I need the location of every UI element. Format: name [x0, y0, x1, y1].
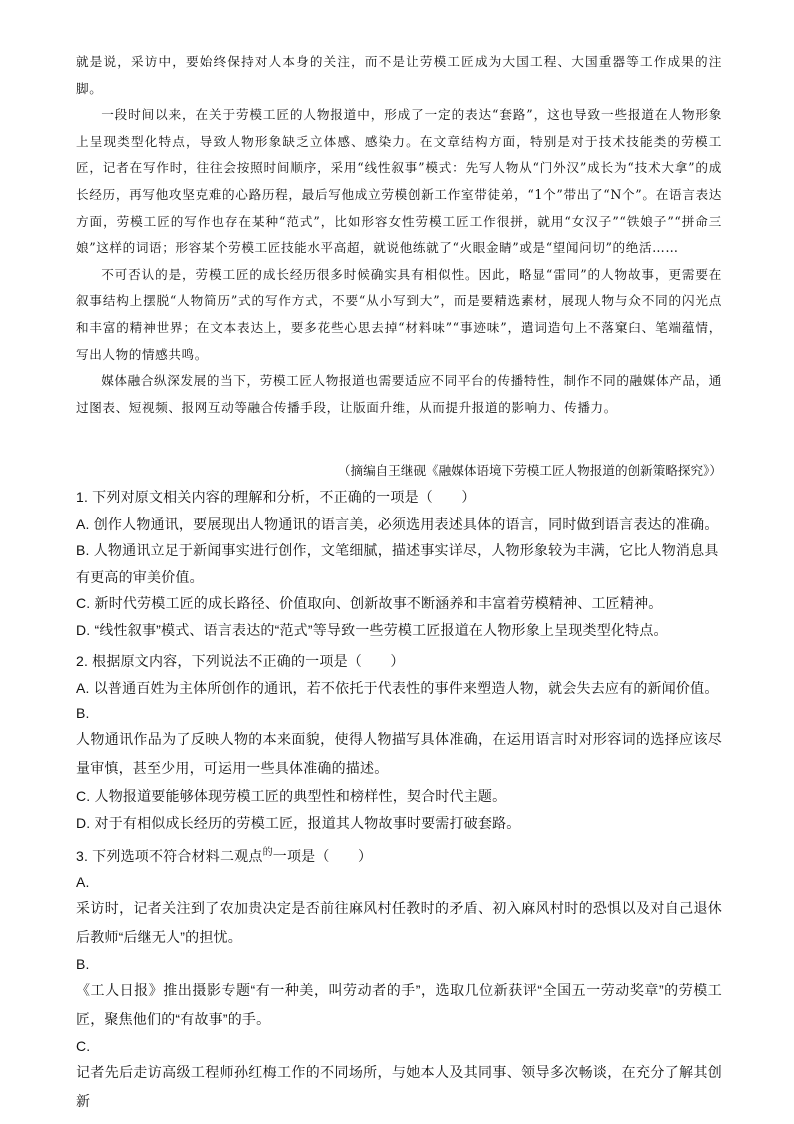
question-stem: 1. 下列对原文相关内容的理解和分析，不正确的一项是（ ）: [76, 489, 476, 505]
option-c-label: C.: [76, 1037, 91, 1054]
stem-text-end: 一项是（ ）: [272, 848, 373, 864]
option-b: B. 人物通讯立足于新闻事实进行创作，文笔细腻，描述事实详尽，人物形象较为丰满，它比人物消息具有更高的审美价值。: [76, 542, 719, 585]
question-stem: [76, 840, 722, 870]
source-citation: （摘编自王继砚《融媒体语境下劳模工匠人物报道的创新策略探究》）: [337, 463, 722, 478]
stem-superscript: 的: [262, 847, 273, 858]
option-b: 人物通讯作品为了反映人物的本来面貌，使得人物描写具体准确，在运用语言时对形容词的选择应该尽量审慎，甚至少用，可运用一些具体准确的描述。: [76, 731, 722, 776]
option-b-label: B.: [76, 705, 90, 721]
question-1: [76, 484, 722, 643]
option-a: 采访时，记者关注到了农加贵决定是否前往麻风村任教时的矛盾、初入麻风村时的恐惧以及对自己退休后教师“后继无人”的担忧。: [76, 899, 722, 945]
passage-paragraph: 一段时间以来，在关于劳模工匠的人物报道中，形成了一定的表达“套路”，这也导致一些报道在人物形象上呈现类型化特点，导致人物形象缺乏立体感、感染力。在文章结构方面，特别是对于技术技能类的劳模工匠，记者在写作时，往往会按照时间顺序，采用“线性叙事”模式：先写人物从“门外汉”成长为“技术大拿”的成长经历，再写他攻坚克难的心路历程，最后写他成立劳模创新工作室带徒弟，“1个”带出了“N个”。在语言表达方面，劳模工匠的写作也存在某种“范式”，比如形容女性劳模工匠工作很拼，就用“女汉子”“铁娘子”“拼命三娘”这样的词语；形容某个劳模工匠技能水平高超，就说他练就了“火眼金睛”或是“望闻问切”的绝活……: [76, 107, 722, 256]
passage-paragraph: 就是说，采访中，要始终保持对人本身的关注，而不是让劳模工匠成为大国工程、大国重器等工作成果的注脚。: [76, 54, 722, 96]
option-d: D. 对于有相似成长经历的劳模工匠，报道其人物故事时要需打破套路。: [76, 814, 521, 831]
option-a: A. 创作人物通讯，要展现出人物通讯的语言美，必须选用表述具体的语言，同时做到语言表达的准确。: [76, 515, 719, 532]
question-2: [76, 648, 722, 836]
passage-paragraph: 不可否认的是，劳模工匠的成长经历很多时候确实具有相似性。因此，略显“雷同”的人物故事，更需要在叙事结构上摆脱“人物简历”式的写作方式，不要“从小写到大”，而是要精选素材，展现人物与众不同的闪光点和丰富的精神世界；在文本表达上，要多花些心思去掉“材料味”“事迹味”，遣词造句上不落窠臼、笔端蕴情，写出人物的情感共鸣。: [76, 266, 722, 362]
option-a-label: A.: [76, 873, 90, 890]
option-c: C. 人物报道要能够体现劳模工匠的典型性和榜样性，契合时代主题。: [76, 788, 507, 804]
passage-paragraph: 媒体融合纵深发展的当下，劳模工匠人物报道也需要适应不同平台的传播特性，制作不同的融媒体产品，通过图表、短视频、报网互动等融合传播手段，让版面升维，从而提升报道的影响力、传播力。: [76, 373, 722, 415]
passage: [76, 49, 722, 421]
stem-text: 3. 下列选项不符合材料二观点: [76, 848, 263, 864]
option-a: A. 以普通百姓为主体所创作的通讯，若不依托于代表性的事件来塑造人物，就会失去应有的新闻价值。: [76, 679, 719, 696]
option-c: C. 新时代劳模工匠的成长路径、价值取向、创新故事不断涵养和丰富着劳模精神、工匠精神。: [76, 595, 663, 611]
option-d: D. “线性叙事”模式、语言表达的“范式”等导致一些劳模工匠报道在人物形象上呈现类型化特点。: [76, 621, 668, 638]
option-c: 记者先后走访高级工程师孙红梅工作的不同场所，与她本人及其同事、领导多次畅谈，在充分了解其创新: [76, 1063, 722, 1109]
option-b-label: B.: [76, 955, 90, 972]
option-b: 《工人日报》推出摄影专题“有一种美，叫劳动者的手”，选取几位新获评“全国五一劳动奖章”的劳模工匠，聚焦他们的“有故事”的手。: [76, 981, 722, 1027]
question-3: [76, 840, 722, 1116]
question-stem: 2. 根据原文内容，下列说法不正确的一项是（ ）: [76, 653, 405, 669]
